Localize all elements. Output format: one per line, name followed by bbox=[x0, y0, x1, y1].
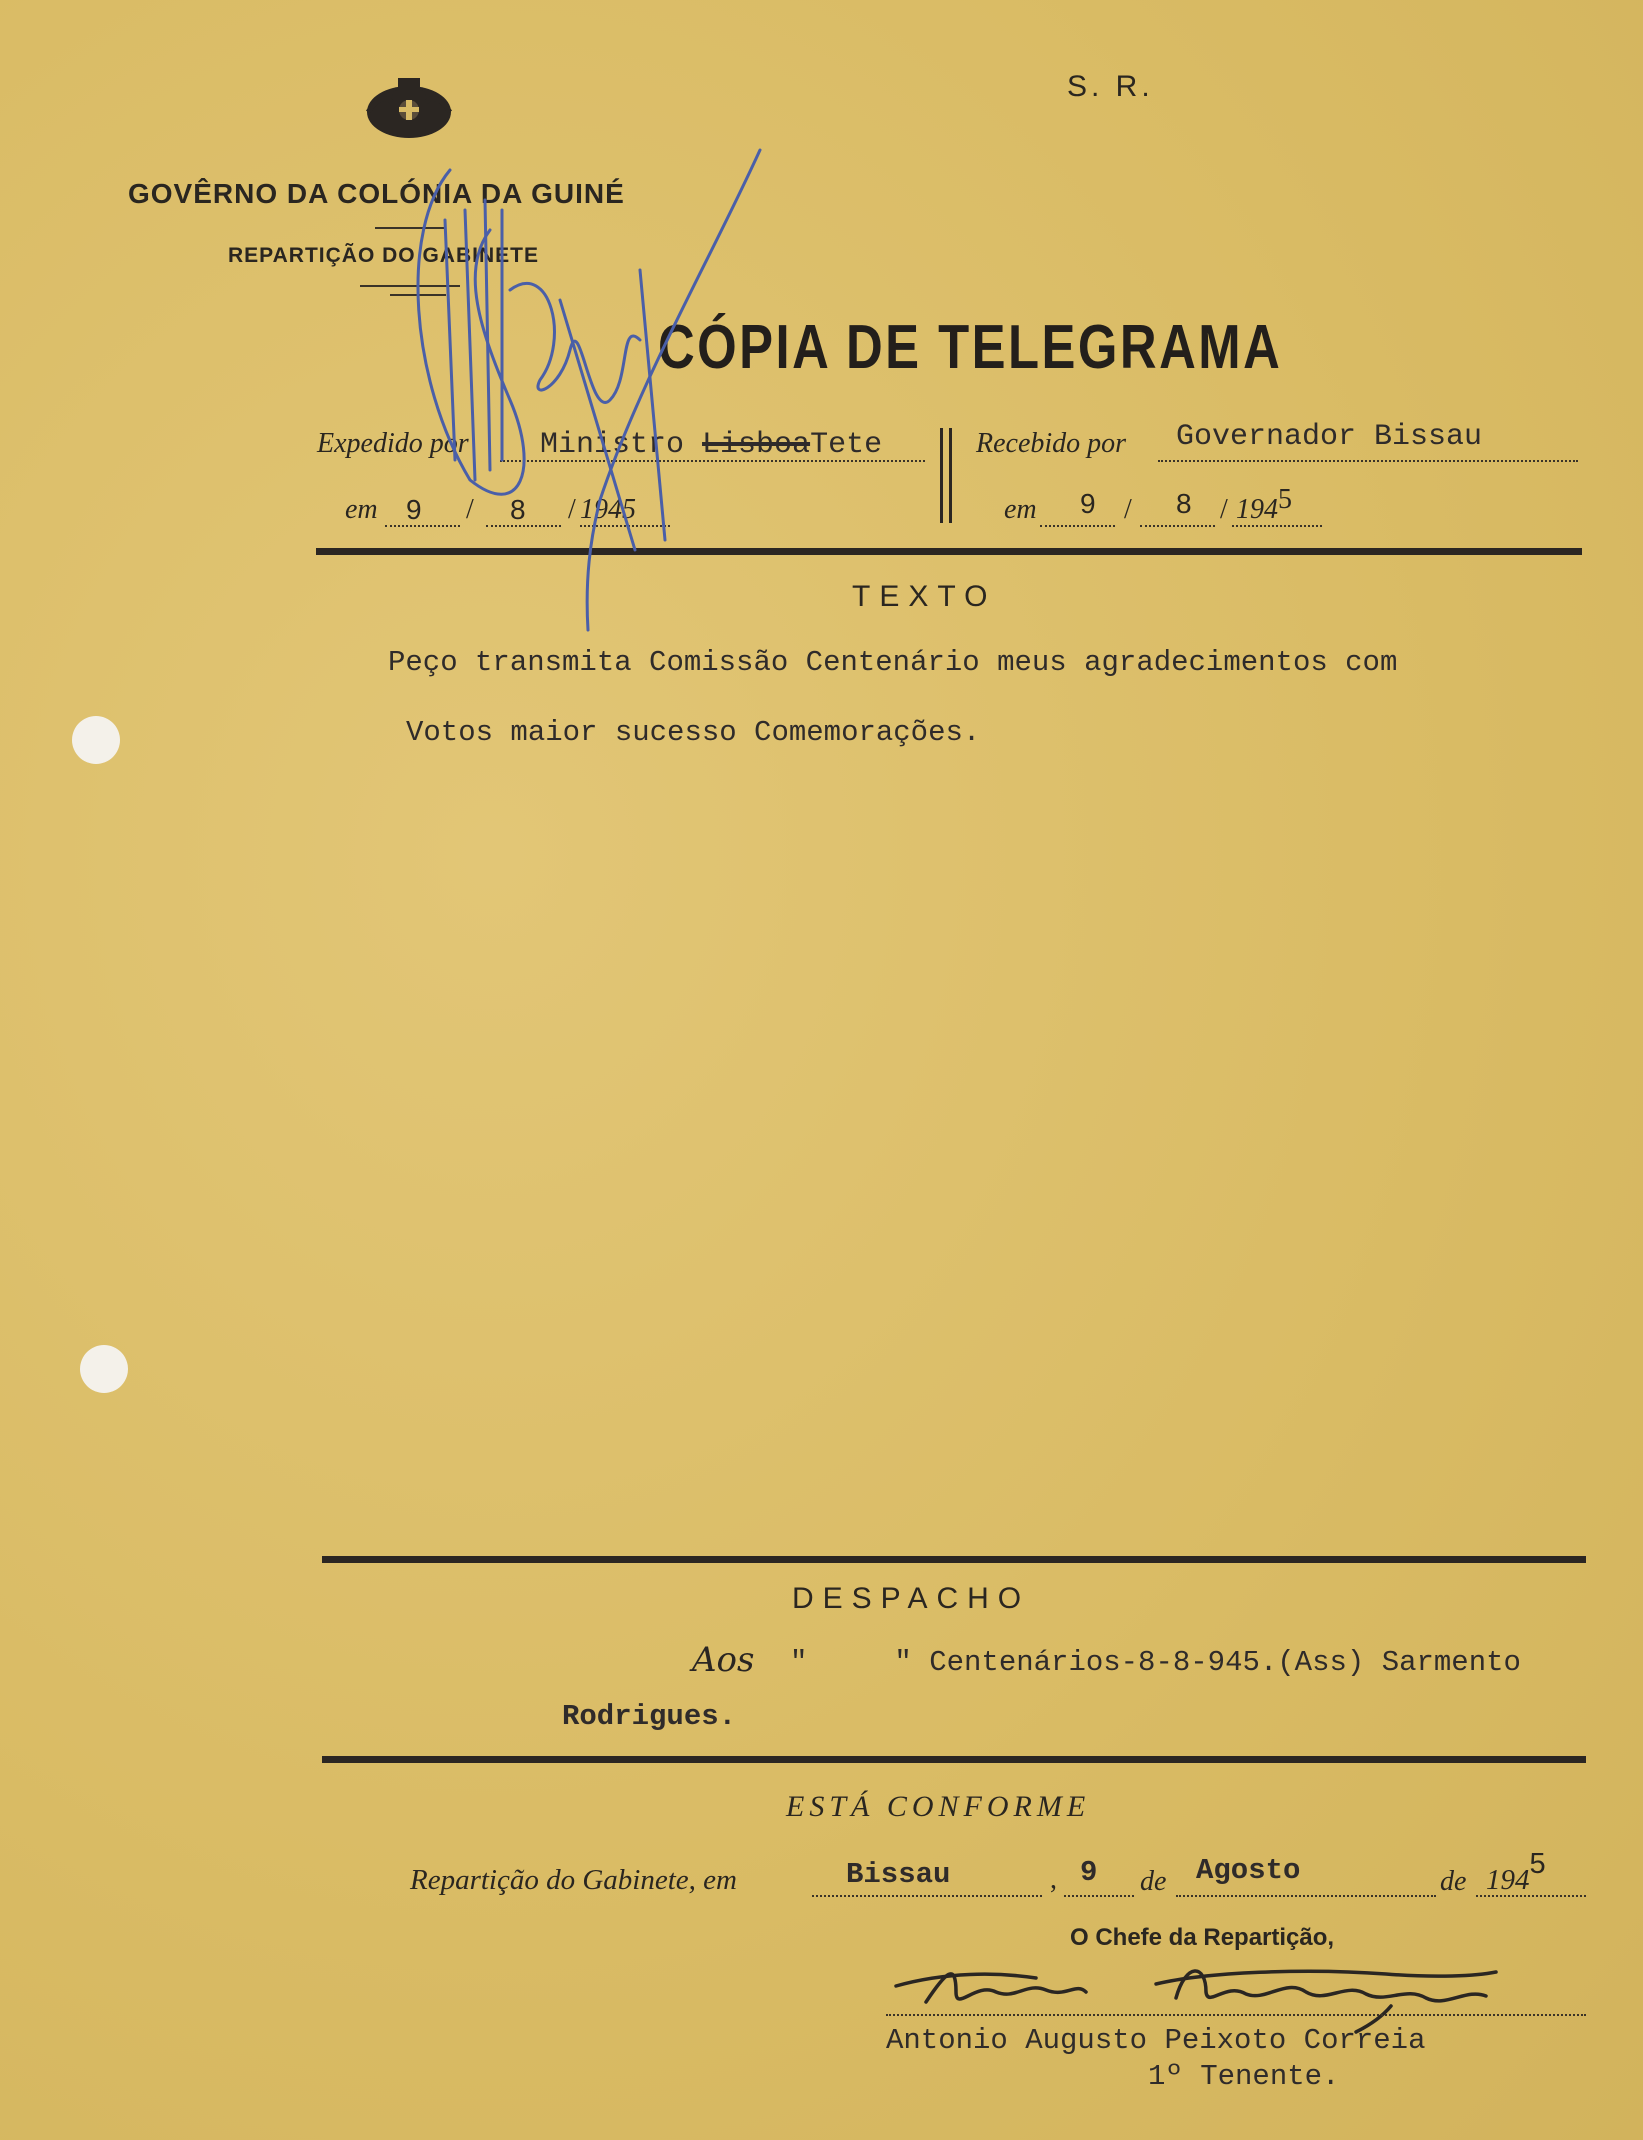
rule-middle bbox=[322, 1556, 1586, 1563]
conforme-day-line bbox=[1064, 1895, 1134, 1897]
conforme-month: Agosto bbox=[1196, 1854, 1301, 1887]
despacho-heading: DESPACHO bbox=[792, 1582, 1031, 1615]
chief-label: O Chefe da Repartição, bbox=[1070, 1924, 1335, 1951]
conforme-city-line bbox=[812, 1895, 1042, 1897]
despacho-line-2: Rodrigues. bbox=[562, 1700, 737, 1733]
recebido-value: Governador Bissau bbox=[1176, 420, 1483, 454]
recebido-em: em bbox=[1004, 494, 1037, 525]
despacho-line-1: " " Centenários-8-8-945.(Ass) Sarmento bbox=[790, 1646, 1521, 1679]
expedido-slash-2: / bbox=[568, 494, 576, 525]
recebido-day-line bbox=[1040, 525, 1115, 527]
expedido-year: 1945 bbox=[580, 494, 636, 525]
despacho-hand-aos: Aos bbox=[692, 1640, 755, 1680]
recebido-slash-2: / bbox=[1220, 494, 1228, 525]
sr-mark: S. R. bbox=[1067, 70, 1154, 103]
column-divider-2 bbox=[949, 428, 952, 523]
recebido-month-line bbox=[1140, 525, 1215, 527]
conforme-comma: , bbox=[1050, 1864, 1057, 1895]
conforme-heading: ESTÁ CONFORME bbox=[786, 1790, 1091, 1823]
texto-heading: TEXTO bbox=[852, 580, 997, 613]
recebido-year bbox=[1236, 484, 1292, 526]
recebido-line bbox=[1158, 460, 1578, 462]
conforme-de-2: de bbox=[1440, 1866, 1467, 1897]
department-heading: REPARTIÇÃO DO GABINETE bbox=[228, 244, 539, 267]
recebido-day: 9 bbox=[1080, 488, 1096, 519]
recebido-label: Recebido por bbox=[976, 428, 1127, 459]
conforme-day: 9 bbox=[1080, 1856, 1098, 1889]
conforme-city: Bissau bbox=[846, 1858, 951, 1891]
conforme-month-line bbox=[1176, 1895, 1436, 1897]
recebido-year-prefix: 194 bbox=[1236, 494, 1278, 525]
government-heading: GOVÊRNO DA COLÓNIA DA GUINÉ bbox=[128, 178, 625, 209]
signer-rank: 1º Tenente. bbox=[1148, 2060, 1340, 2093]
expedido-value-before: Ministro bbox=[540, 428, 703, 462]
expedido-value-after: Tete bbox=[810, 428, 883, 462]
punch-hole-top bbox=[72, 716, 120, 764]
texto-line-1: Peço transmita Comissão Centenário meus agradecimentos com bbox=[388, 646, 1398, 679]
conforme-year-digit: 5 bbox=[1529, 1848, 1546, 1880]
conforme-place-prefix: Repartição do Gabinete, em bbox=[410, 1864, 737, 1896]
signer-name: Antonio Augusto Peixoto Correia bbox=[886, 2024, 1426, 2057]
texto-line-2: Votos maior sucesso Comemorações. bbox=[406, 716, 981, 749]
conforme-de-1: de bbox=[1140, 1866, 1167, 1897]
conforme-year bbox=[1486, 1848, 1546, 1897]
rule-bottom bbox=[322, 1756, 1586, 1763]
recebido-slash-1: / bbox=[1124, 494, 1132, 525]
recebido-month: 8 bbox=[1176, 488, 1192, 519]
signature-line bbox=[886, 2014, 1586, 2016]
column-divider bbox=[940, 428, 943, 523]
expedido-struck: Lisboa bbox=[702, 428, 811, 462]
document-title: CÓPIA DE TELEGRAMA bbox=[658, 313, 1283, 382]
punch-hole-bottom bbox=[80, 1345, 128, 1393]
blue-pencil-signature bbox=[390, 140, 770, 640]
expedido-em: em bbox=[345, 494, 378, 525]
coat-of-arms-emblem bbox=[362, 72, 456, 148]
expedido-day: 9 bbox=[406, 494, 422, 525]
expedido-label: Expedido por bbox=[317, 428, 469, 459]
expedido-month: 8 bbox=[510, 494, 526, 525]
recebido-year-digit: 5 bbox=[1278, 484, 1292, 515]
conforme-year-prefix: 194 bbox=[1486, 1864, 1530, 1896]
expedido-slash-1: / bbox=[466, 494, 474, 525]
